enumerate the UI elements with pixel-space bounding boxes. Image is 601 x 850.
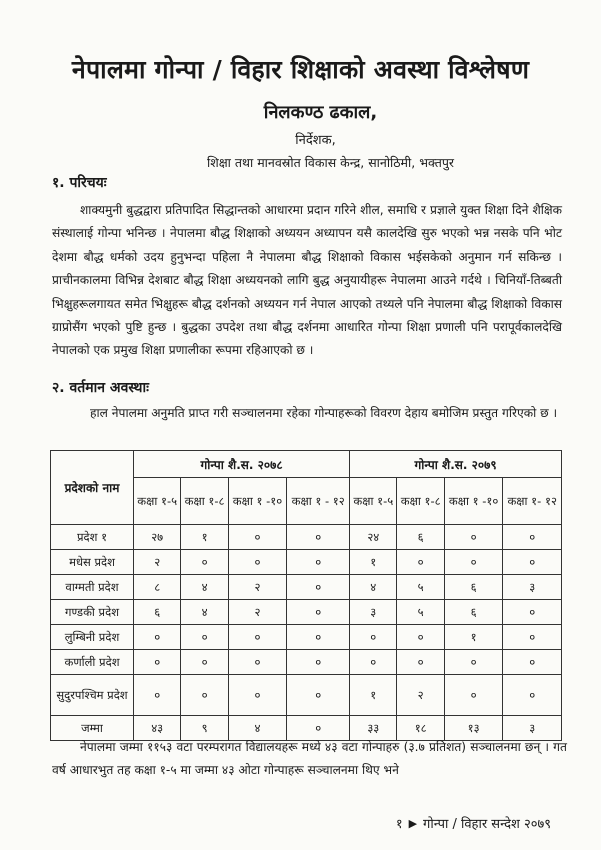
count-cell: ० (181, 625, 228, 650)
count-cell: ० (134, 675, 181, 716)
author-name: निलकण्ठ ढकाल, (263, 102, 378, 123)
count-cell: ० (503, 650, 562, 675)
count-cell: १८ (397, 716, 444, 741)
count-cell: ४ (228, 716, 287, 741)
count-cell: ० (444, 675, 503, 716)
count-cell: ० (228, 650, 287, 675)
count-cell: ० (181, 650, 228, 675)
year-2079-header: गोन्पा शै.स. २०७९ (350, 451, 562, 478)
count-cell: ६ (444, 600, 503, 625)
count-cell: ३ (350, 600, 397, 625)
count-cell: २ (228, 600, 287, 625)
table-row (51, 550, 562, 575)
count-cell: ४३ (134, 716, 181, 741)
count-cell: ० (503, 600, 562, 625)
count-cell: ० (134, 625, 181, 650)
count-cell: ० (287, 716, 350, 741)
count-cell: ० (287, 525, 350, 550)
class-range-header: कक्षा १ - १२ (287, 478, 350, 525)
count-cell: ० (228, 625, 287, 650)
triangle-marker-icon: ▶ (408, 816, 418, 830)
province-name-cell: वाग्मती प्रदेश (51, 575, 134, 600)
count-cell: १ (444, 625, 503, 650)
count-cell: ० (287, 650, 350, 675)
count-cell: ० (503, 625, 562, 650)
page-title: नेपालमा गोन्पा / विहार शिक्षाको अवस्था विश्लेषण (71, 55, 530, 84)
count-cell: ० (397, 650, 444, 675)
count-cell: १ (350, 550, 397, 575)
province-name-cell: मधेस प्रदेश (51, 550, 134, 575)
count-cell: २ (397, 675, 444, 716)
province-name-cell: प्रदेश १ (51, 525, 134, 550)
count-cell: ० (287, 600, 350, 625)
table-row (51, 650, 562, 675)
province-name-cell: जम्मा (51, 716, 134, 741)
count-cell: ० (228, 675, 287, 716)
section-heading-introduction: १. परिचयः (52, 175, 107, 191)
count-cell: ० (181, 550, 228, 575)
count-cell: १ (181, 525, 228, 550)
count-cell: ५ (397, 600, 444, 625)
author-organization: शिक्षा तथा मानवस्रोत विकास केन्द्र, सानोठिमी, भक्तपुर (206, 155, 455, 170)
count-cell: १३ (444, 716, 503, 741)
count-cell: ० (181, 675, 228, 716)
page-footer (396, 814, 551, 832)
class-range-header: कक्षा १-५ (134, 478, 181, 525)
count-cell: ४ (350, 575, 397, 600)
province-column-header: प्रदेशको नाम (51, 451, 134, 525)
count-cell: ० (287, 575, 350, 600)
count-cell: ३३ (350, 716, 397, 741)
province-name-cell: सुदुरपश्चिम प्रदेश (51, 675, 134, 716)
count-cell: ० (228, 525, 287, 550)
table-row (51, 600, 562, 625)
count-cell: ० (350, 650, 397, 675)
count-cell: ० (444, 550, 503, 575)
province-name-cell: गण्डकी प्रदेश (51, 600, 134, 625)
section-heading-current-status: २. वर्तमान अवस्थाः (52, 380, 149, 396)
class-range-header: कक्षा १- १२ (503, 478, 562, 525)
table-header-row (51, 451, 562, 478)
count-cell: ० (503, 525, 562, 550)
count-cell: ८ (134, 575, 181, 600)
page-number: १ (395, 817, 403, 832)
count-cell: ५ (397, 575, 444, 600)
count-cell: ० (287, 550, 350, 575)
province-name-cell: कर्णाली प्रदेश (51, 650, 134, 675)
count-cell: ० (444, 650, 503, 675)
current-status-intro: हाल नेपालमा अनुमति प्राप्त गरी सञ्चालनमा रहेका गोन्पाहरूको विवरण देहाय बमोजिम प्रस्तुत गरिएको छ । (90, 406, 558, 420)
count-cell: १ (350, 675, 397, 716)
count-cell: ६ (444, 575, 503, 600)
count-cell: ० (287, 625, 350, 650)
class-range-header: कक्षा १ -१० (228, 478, 287, 525)
class-range-header: कक्षा १ -१० (444, 478, 503, 525)
count-cell: ९ (181, 716, 228, 741)
count-cell: ३ (503, 575, 562, 600)
count-cell: ० (287, 675, 350, 716)
class-range-header: कक्षा १-५ (350, 478, 397, 525)
count-cell: ० (397, 550, 444, 575)
count-cell: २ (134, 550, 181, 575)
table-row (51, 625, 562, 650)
count-cell: ० (134, 650, 181, 675)
count-cell: ० (503, 675, 562, 716)
province-name-cell: लुम्बिनी प्रदेश (51, 625, 134, 650)
table-row (51, 575, 562, 600)
count-cell: २७ (134, 525, 181, 550)
summary-paragraph: नेपालमा जम्मा ११५३ वटा परम्परागत विद्यालयहरू मध्ये ४३ वटा गोन्पाहरु (३.७ प्रतिशत) सञ्चालनमा छन् । गत वर्ष आधारभुत तह कक्षा १-५ मा जम्मा ४३ ओटा गोन्पाहरू सञ्चालनमा थिए भने (52, 740, 567, 777)
count-cell: ४ (181, 575, 228, 600)
count-cell: ० (397, 625, 444, 650)
author-block (0, 100, 601, 171)
table-row (51, 525, 562, 550)
count-cell: ० (503, 550, 562, 575)
count-cell: ३ (503, 716, 562, 741)
publication-name: गोन्पा / विहार सन्देश २०७९ (423, 817, 551, 832)
introduction-paragraph: शाक्यमुनी बुद्धद्वारा प्रतिपादित सिद्धान्तको आधारमा प्रदान गरिने शील, समाधि र प्रज्ञाले युक्त शिक्षा दिने शैक्षिक संस्थालाई गोन्पा भनिन्छ । नेपालमा बौद्ध शिक्षाको अध्ययन अध्यापन यसै कालदेखि सुरु भएको भन्न नसके पनि भोट देशमा बौद्ध धर्मको उदय हुनुभन्दा पहिला नै नेपालमा बौद्ध शिक्षाको विकास भईसकेको अनुमान गर्न सकिन्छ । प्राचीनकालमा विभिन्न देशबाट बौद्ध शिक्षा अध्ययनको लागि बुद्ध अनुयायीहरू नेपालमा आउने गर्दथे । चिनियाँ-तिब्बती भिक्षुहरूलगायत समेत भिक्षुहरू बौद्ध दर्शनको अध्ययन गर्न नेपाल आएको तथ्यले पनि नेपालमा बौद्ध शिक्षाको विकास ग्राप्रोसैंग भएको पुष्टि हुन्छ । बुद्धका उपदेश तथा बौद्ध दर्शनमा आधारित गोन्पा शिक्षा प्रणाली पनि परापूर्वकालदेखि नेपालको एक प्रमुख शिक्षा प्रणालीका रूपमा रहिआएको छ । (52, 203, 562, 358)
year-2078-header: गोन्पा शै.स. २०७८ (134, 451, 350, 478)
count-cell: २४ (350, 525, 397, 550)
table-row (51, 675, 562, 716)
count-cell: २ (228, 575, 287, 600)
class-range-header: कक्षा १-८ (397, 478, 444, 525)
gonpa-statistics-table (50, 450, 562, 741)
count-cell: ४ (181, 600, 228, 625)
count-cell: ६ (397, 525, 444, 550)
count-cell: ० (350, 625, 397, 650)
author-role: निर्देशक, (295, 133, 336, 148)
count-cell: ० (444, 525, 503, 550)
class-range-header: कक्षा १-८ (181, 478, 228, 525)
count-cell: ६ (134, 600, 181, 625)
count-cell: ० (228, 550, 287, 575)
